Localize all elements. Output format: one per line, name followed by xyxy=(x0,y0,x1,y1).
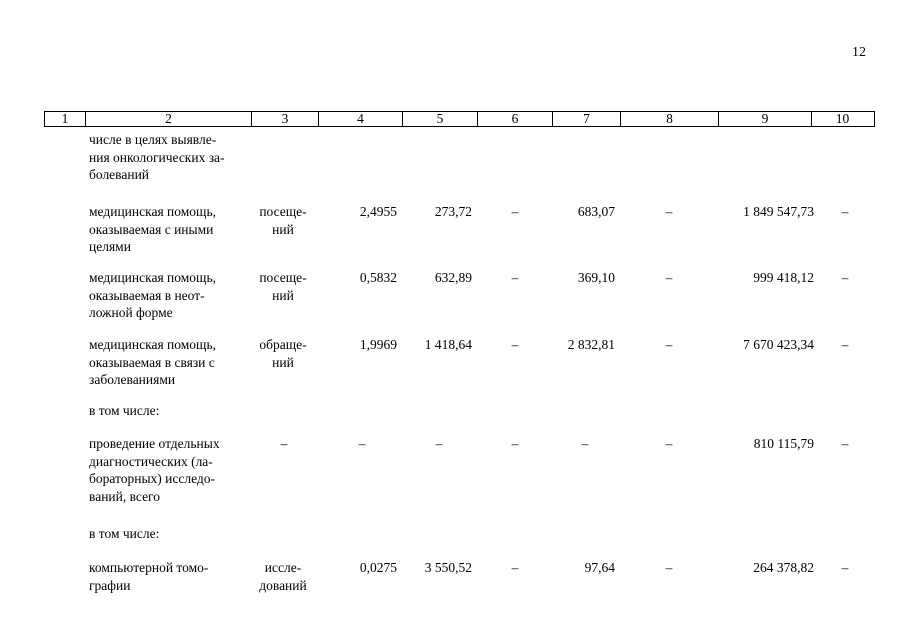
cell-col-9: 7 670 423,34 xyxy=(743,337,814,352)
cell-col-6: – xyxy=(511,436,519,451)
row-unit-line: ний xyxy=(272,221,294,237)
header-col-2: 2 xyxy=(86,112,252,126)
cell-col-7: 2 832,81 xyxy=(567,337,615,352)
header-col-8: 8 xyxy=(621,112,719,126)
cell-col-10: – xyxy=(841,337,849,352)
cell-col-8: – xyxy=(665,436,673,451)
cell-col-5: – xyxy=(435,436,443,451)
row-desc-line: болеваний xyxy=(89,167,150,182)
row-desc-line: графии xyxy=(89,577,131,593)
cell-col-5: 1 418,64 xyxy=(424,337,472,352)
row-unit-line: обраще- xyxy=(259,337,307,352)
cell-col-6: – xyxy=(511,560,519,575)
row-desc-line: оказываемая в связи с xyxy=(89,354,215,370)
row-desc-line: компьютерной томо- xyxy=(89,560,209,575)
cell-col-4: 0,0275 xyxy=(359,560,397,575)
row-desc-line: оказываемая в неот- xyxy=(89,287,205,303)
row-desc-line: проведение отдельных xyxy=(89,436,220,451)
header-col-7: 7 xyxy=(553,112,621,126)
row-unit xyxy=(253,336,313,371)
table-header-row xyxy=(44,111,875,127)
row-subheading: в том числе: xyxy=(89,403,160,418)
cell-col-7: 683,07 xyxy=(577,204,615,219)
row-unit: – xyxy=(280,436,288,451)
header-col-9: 9 xyxy=(719,112,812,126)
cell-col-5: 3 550,52 xyxy=(424,560,472,575)
cell-col-8: – xyxy=(665,337,673,352)
row-description xyxy=(89,559,242,594)
cell-col-6: – xyxy=(511,204,519,219)
table-row xyxy=(89,131,242,184)
cell-col-5: 632,89 xyxy=(434,270,472,285)
header-col-3: 3 xyxy=(252,112,319,126)
header-col-10: 10 xyxy=(835,111,850,126)
cell-col-9: 1 849 547,73 xyxy=(743,204,814,219)
cell-col-4: 1,9969 xyxy=(359,337,397,352)
row-description xyxy=(89,269,242,322)
row-desc-line: диагностических (ла- xyxy=(89,453,213,469)
row-unit-line: иссле- xyxy=(264,560,302,575)
row-description xyxy=(89,203,242,256)
row-description xyxy=(89,336,242,389)
header-col-1: 1 xyxy=(45,112,86,126)
row-desc-line: ваний, всего xyxy=(89,488,161,504)
cell-col-9: 810 115,79 xyxy=(753,436,814,451)
cell-col-6: – xyxy=(511,337,519,352)
row-desc-line: медицинская помощь, xyxy=(89,204,216,219)
cell-col-5: 273,72 xyxy=(434,204,472,219)
row-desc-line: целями xyxy=(89,239,131,254)
row-desc-line: ложной форме xyxy=(89,305,173,320)
row-unit xyxy=(253,203,313,238)
header-col-6: 6 xyxy=(478,112,553,126)
cell-col-10: – xyxy=(841,436,849,451)
cell-col-8: – xyxy=(665,204,673,219)
row-desc-line: медицинская помощь, xyxy=(89,337,216,352)
cell-col-9: 264 378,82 xyxy=(753,560,814,575)
row-desc-line: числе в целях выявле- xyxy=(89,132,217,147)
row-unit-line: посеще- xyxy=(259,204,307,219)
cell-col-10: – xyxy=(841,270,849,285)
row-desc-line: оказываемая с иными xyxy=(89,221,214,237)
cell-col-6: – xyxy=(511,270,519,285)
cell-col-10: – xyxy=(841,560,849,575)
row-unit xyxy=(253,269,313,304)
cell-col-4: – xyxy=(358,436,366,451)
row-unit-line: дований xyxy=(259,577,307,593)
row-desc-line: медицинская помощь, xyxy=(89,270,216,285)
cell-col-9: 999 418,12 xyxy=(753,270,814,285)
row-unit-line: посеще- xyxy=(259,270,307,285)
row-unit xyxy=(253,559,313,594)
row-unit-line: ний xyxy=(272,287,294,303)
page-number: 12 xyxy=(852,45,866,60)
cell-col-8: – xyxy=(665,270,673,285)
cell-col-10: – xyxy=(841,204,849,219)
cell-col-8: – xyxy=(665,560,673,575)
cell-col-7: 97,64 xyxy=(584,560,615,575)
row-unit-line: ний xyxy=(272,354,294,370)
row-subheading: в том числе: xyxy=(89,526,160,541)
row-desc-line: заболеваниями xyxy=(89,372,176,387)
row-description xyxy=(89,435,242,505)
cell-col-4: 0,5832 xyxy=(359,270,397,285)
cell-col-7: 369,10 xyxy=(577,270,615,285)
header-col-4: 4 xyxy=(319,112,403,126)
cell-col-7: – xyxy=(581,436,589,451)
header-col-5: 5 xyxy=(403,112,478,126)
row-desc-line: ния онкологических за- xyxy=(89,149,225,165)
cell-col-4: 2,4955 xyxy=(359,204,397,219)
row-desc-line: бораторных) исследо- xyxy=(89,471,216,486)
